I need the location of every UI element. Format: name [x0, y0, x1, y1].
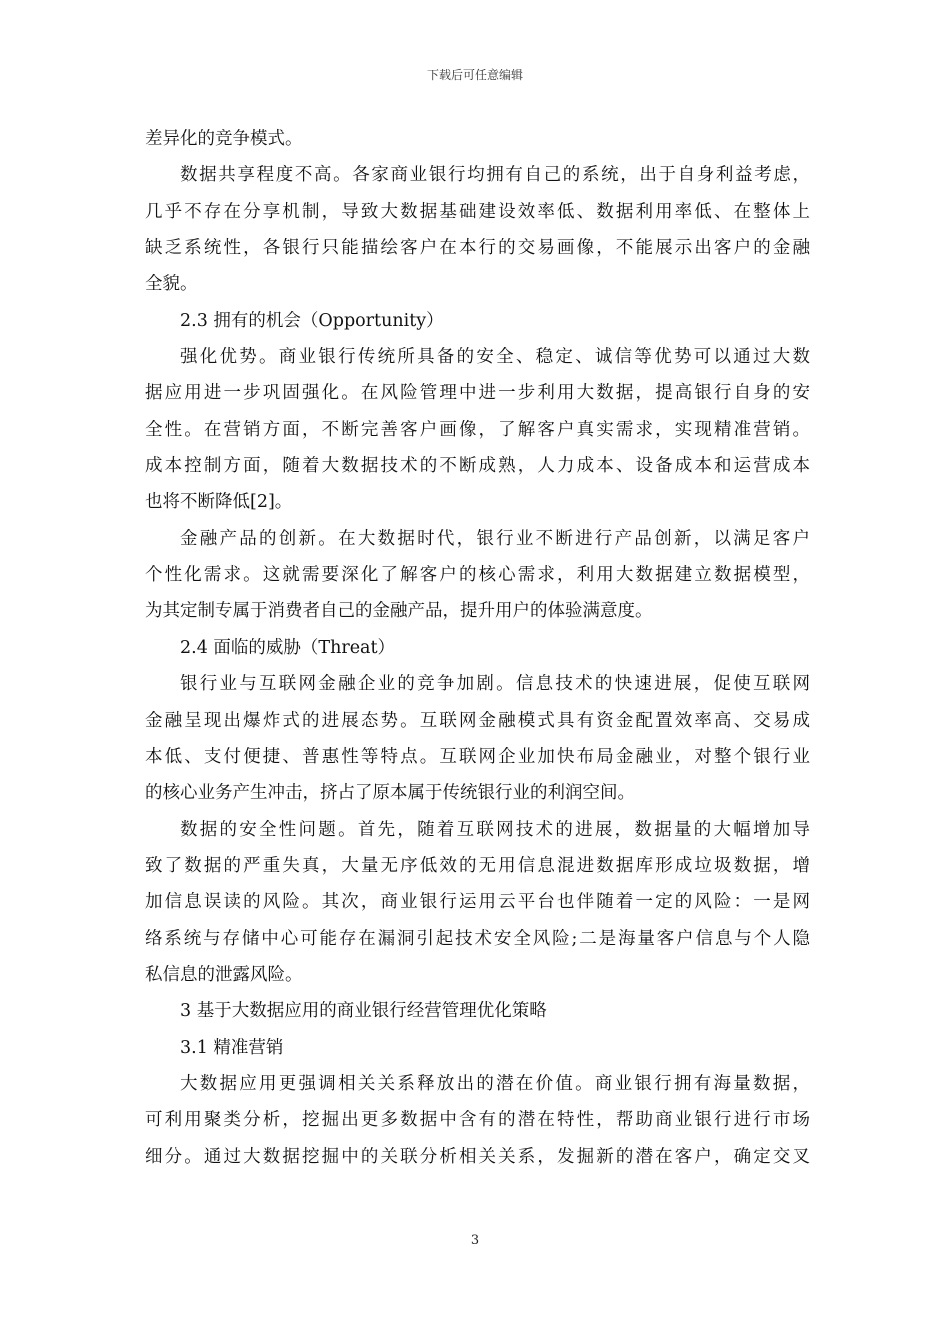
paragraph-line: 私信息的泄露风险。	[145, 964, 303, 985]
paragraph-line: 本低、支付便捷、普惠性等特点。互联网企业加快布局金融业，对整个银行业	[145, 746, 810, 767]
paragraph-line: 细分。通过大数据挖掘中的关联分析相关关系，发掘新的潜在客户，确定交叉	[145, 1146, 810, 1167]
paragraph-line: 成本控制方面，随着大数据技术的不断成熟，人力成本、设备成本和运营成本	[145, 456, 810, 477]
paragraph-line: 的核心业务产生冲击，挤占了原本属于传统银行业的利润空间。	[145, 783, 635, 804]
section-heading-2-3: 2.3 拥有的机会（Opportunity）	[180, 310, 444, 331]
paragraph-line: 加信息误读的风险。其次，商业银行运用云平台也伴随着一定的风险：一是网	[145, 892, 810, 913]
page-number: 3	[470, 1233, 480, 1248]
paragraph-line: 为其定制专属于消费者自己的金融产品，提升用户的体验满意度。	[145, 601, 653, 622]
paragraph-line: 大数据应用更强调相关关系释放出的潜在价值。商业银行拥有海量数据，	[180, 1073, 810, 1094]
paragraph-line: 几乎不存在分享机制，导致大数据基础建设效率低、数据利用率低、在整体上	[145, 201, 810, 222]
paragraph-line: 强化优势。商业银行传统所具备的安全、稳定、诚信等优势可以通过大数	[180, 347, 810, 368]
paragraph-line: 个性化需求。这就需要深化了解客户的核心需求，利用大数据建立数据模型，	[145, 565, 810, 586]
paragraph-line: 可利用聚类分析，挖掘出更多数据中含有的潜在特性，帮助商业银行进行市场	[145, 1110, 810, 1131]
paragraph-line: 也将不断降低[2]。	[145, 492, 293, 513]
paragraph-line: 全性。在营销方面，不断完善客户画像，了解客户真实需求，实现精准营销。	[145, 419, 810, 440]
paragraph-line: 络系统与存储中心可能存在漏洞引起技术安全风险;二是海量客户信息与个人隐	[145, 928, 810, 949]
paragraph-line: 金融呈现出爆炸式的进展态势。互联网金融模式具有资金配置效率高、交易成	[145, 710, 810, 731]
section-heading-3-1: 3.1 精准营销	[180, 1037, 284, 1058]
paragraph-line: 致了数据的严重失真，大量无序低效的无用信息混进数据库形成垃圾数据，增	[145, 855, 810, 876]
paragraph-line: 差异化的竞争模式。	[145, 129, 303, 149]
paragraph-line: 全貌。	[145, 274, 198, 295]
document-body	[145, 121, 810, 1175]
paragraph-line: 缺乏系统性，各银行只能描绘客户在本行的交易画像，不能展示出客户的金融	[145, 238, 810, 259]
section-heading-2-4: 2.4 面临的威胁（Threat）	[180, 637, 396, 658]
paragraph-line: 数据的安全性问题。首先，随着互联网技术的进展，数据量的大幅增加导	[180, 819, 810, 840]
paragraph-line: 数据共享程度不高。各家商业银行均拥有自己的系统，出于自身利益考虑，	[180, 165, 810, 186]
page-header: 下载后可任意编辑	[426, 68, 523, 82]
paragraph-line: 金融产品的创新。在大数据时代，银行业不断进行产品创新，以满足客户	[180, 528, 810, 549]
paragraph-line: 银行业与互联网金融企业的竞争加剧。信息技术的快速进展，促使互联网	[180, 674, 810, 695]
paragraph-line: 据应用进一步巩固强化。在风险管理中进一步利用大数据，提高银行自身的安	[145, 383, 810, 404]
section-heading-3: 3 基于大数据应用的商业银行经营管理优化策略	[180, 1001, 547, 1022]
